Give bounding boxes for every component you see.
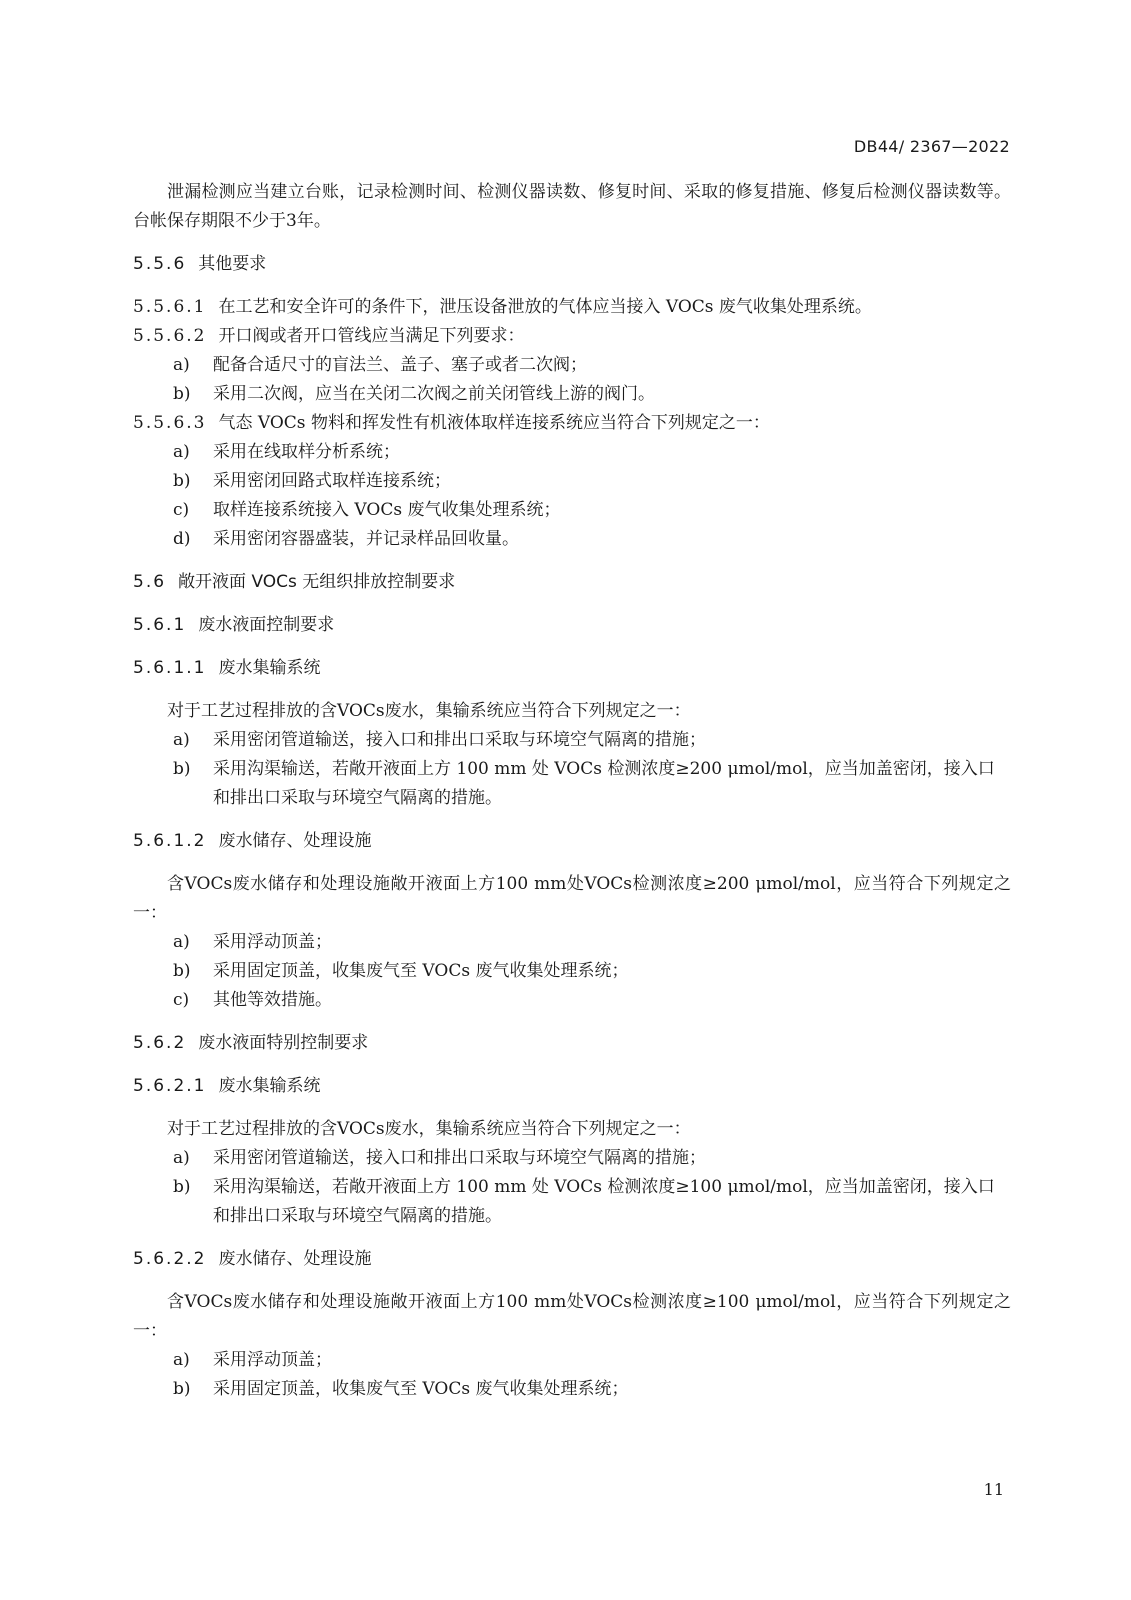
list-label: b) xyxy=(173,961,191,981)
document-body xyxy=(133,178,1011,1404)
section-title: 废水储存、处理设施 xyxy=(218,1249,372,1269)
list-text: 采用二次阀，应当在关闭二次阀之前关闭管线上游的阀门。 xyxy=(213,384,655,404)
spacer xyxy=(133,683,1011,697)
list-label: b) xyxy=(173,1379,191,1399)
clause-number: 5.5.6.3 xyxy=(133,413,207,433)
list-text: 采用固定顶盖，收集废气至 VOCs 废气收集处理系统； xyxy=(213,1379,629,1399)
paragraph: 对于工艺过程排放的含VOCs废水，集输系统应当符合下列规定之一： xyxy=(167,701,691,721)
list-label: a) xyxy=(173,730,190,750)
list-text: 采用固定顶盖，收集废气至 VOCs 废气收集处理系统； xyxy=(213,961,629,981)
section-heading xyxy=(133,827,1011,856)
section-heading xyxy=(133,250,1011,279)
section-title: 废水液面特别控制要求 xyxy=(198,1033,369,1053)
page-number: 11 xyxy=(983,1480,1004,1499)
list-label: b) xyxy=(173,471,191,491)
list-text: 配备合适尺寸的盲法兰、盖子、塞子或者二次阀； xyxy=(213,355,587,375)
clause xyxy=(133,322,1011,351)
section-number: 5.6.1.2 xyxy=(133,831,207,851)
section-heading xyxy=(133,1245,1011,1274)
list-text: 采用在线取样分析系统； xyxy=(213,442,400,462)
list-item xyxy=(133,1346,1011,1375)
section-number: 5.6.1.1 xyxy=(133,658,207,678)
list-item xyxy=(133,726,1011,755)
clause xyxy=(133,409,1011,438)
list-item xyxy=(133,1173,1011,1231)
clause-text: 在工艺和安全许可的条件下，泄压设备泄放的气体应当接入 VOCs 废气收集处理系统。 xyxy=(218,297,872,317)
section-number: 5.6.2 xyxy=(133,1033,187,1053)
list-item xyxy=(133,496,1011,525)
list-label: c) xyxy=(173,500,190,520)
paragraph: 泄漏检测应当建立台账，记录检测时间、检测仪器读数、修复时间、采取的修复措施、修复后检测仪器读数等。台帐保存期限不少于3年。 xyxy=(133,182,1011,231)
section-title: 废水液面控制要求 xyxy=(198,615,335,635)
spacer xyxy=(133,597,1011,611)
section-title: 废水集输系统 xyxy=(218,1076,321,1096)
clause-text: 气态 VOCs 物料和挥发性有机液体取样连接系统应当符合下列规定之一： xyxy=(218,413,770,433)
list-item xyxy=(133,380,1011,409)
list-text: 采用浮动顶盖； xyxy=(213,1350,332,1370)
section-title: 敞开液面 VOCs 无组织排放控制要求 xyxy=(178,572,456,592)
spacer xyxy=(133,1101,1011,1115)
spacer xyxy=(133,236,1011,250)
list-label: a) xyxy=(173,355,190,375)
list-text: 采用沟渠输送，若敞开液面上方 100 mm 处 VOCs 检测浓度≥100 μmol/mol，应当加盖密闭，接入口和排出口采取与环境空气隔离的措施。 xyxy=(213,1177,995,1226)
spacer xyxy=(133,1058,1011,1072)
section-number: 5.6.1 xyxy=(133,615,187,635)
spacer xyxy=(133,1274,1011,1288)
list-text: 采用密闭管道输送，接入口和排出口采取与环境空气隔离的措施； xyxy=(213,1148,706,1168)
section-heading xyxy=(133,1072,1011,1101)
spacer xyxy=(133,640,1011,654)
list-item xyxy=(133,928,1011,957)
section-title: 其他要求 xyxy=(198,254,267,274)
section-heading xyxy=(133,611,1011,640)
list-text: 取样连接系统接入 VOCs 废气收集处理系统； xyxy=(213,500,561,520)
list-text: 采用密闭管道输送，接入口和排出口采取与环境空气隔离的措施； xyxy=(213,730,706,750)
paragraph: 对于工艺过程排放的含VOCs废水，集输系统应当符合下列规定之一： xyxy=(167,1119,691,1139)
list-label: a) xyxy=(173,1148,190,1168)
clause-text: 开口阀或者开口管线应当满足下列要求： xyxy=(218,326,525,346)
section-number: 5.5.6 xyxy=(133,254,187,274)
spacer xyxy=(133,856,1011,870)
spacer xyxy=(133,554,1011,568)
standard-code: DB44/ 2367—2022 xyxy=(853,137,1010,156)
list-label: d) xyxy=(173,529,191,549)
section-title: 废水储存、处理设施 xyxy=(218,831,372,851)
list-item xyxy=(133,438,1011,467)
list-label: a) xyxy=(173,1350,190,1370)
list-item xyxy=(133,525,1011,554)
section-heading xyxy=(133,654,1011,683)
section-heading xyxy=(133,1029,1011,1058)
spacer xyxy=(133,1015,1011,1029)
paragraph: 含VOCs废水储存和处理设施敞开液面上方100 mm处VOCs检测浓度≥200 μmol/mol，应当符合下列规定之一： xyxy=(133,874,1011,923)
list-label: c) xyxy=(173,990,190,1010)
spacer xyxy=(133,813,1011,827)
list-label: a) xyxy=(173,442,190,462)
spacer xyxy=(133,279,1011,293)
list-item xyxy=(133,467,1011,496)
list-item xyxy=(133,1375,1011,1404)
section-heading xyxy=(133,568,1011,597)
spacer xyxy=(133,1231,1011,1245)
list-item xyxy=(133,755,1011,813)
section-title: 废水集输系统 xyxy=(218,658,321,678)
section-number: 5.6.2.1 xyxy=(133,1076,207,1096)
list-text: 其他等效措施。 xyxy=(213,990,332,1010)
list-label: a) xyxy=(173,932,190,952)
list-label: b) xyxy=(173,384,191,404)
paragraph: 含VOCs废水储存和处理设施敞开液面上方100 mm处VOCs检测浓度≥100 μmol/mol，应当符合下列规定之一： xyxy=(133,1292,1011,1341)
list-text: 采用密闭回路式取样连接系统； xyxy=(213,471,451,491)
list-item xyxy=(133,957,1011,986)
clause-number: 5.5.6.1 xyxy=(133,297,207,317)
list-text: 采用沟渠输送，若敞开液面上方 100 mm 处 VOCs 检测浓度≥200 μmol/mol，应当加盖密闭，接入口和排出口采取与环境空气隔离的措施。 xyxy=(213,759,995,808)
list-label: b) xyxy=(173,1177,191,1197)
section-number: 5.6 xyxy=(133,572,167,592)
section-number: 5.6.2.2 xyxy=(133,1249,207,1269)
list-text: 采用密闭容器盛装，并记录样品回收量。 xyxy=(213,529,519,549)
list-item xyxy=(133,1144,1011,1173)
clause xyxy=(133,293,1011,322)
list-item xyxy=(133,351,1011,380)
list-label: b) xyxy=(173,759,191,779)
clause-number: 5.5.6.2 xyxy=(133,326,207,346)
list-text: 采用浮动顶盖； xyxy=(213,932,332,952)
list-item xyxy=(133,986,1011,1015)
